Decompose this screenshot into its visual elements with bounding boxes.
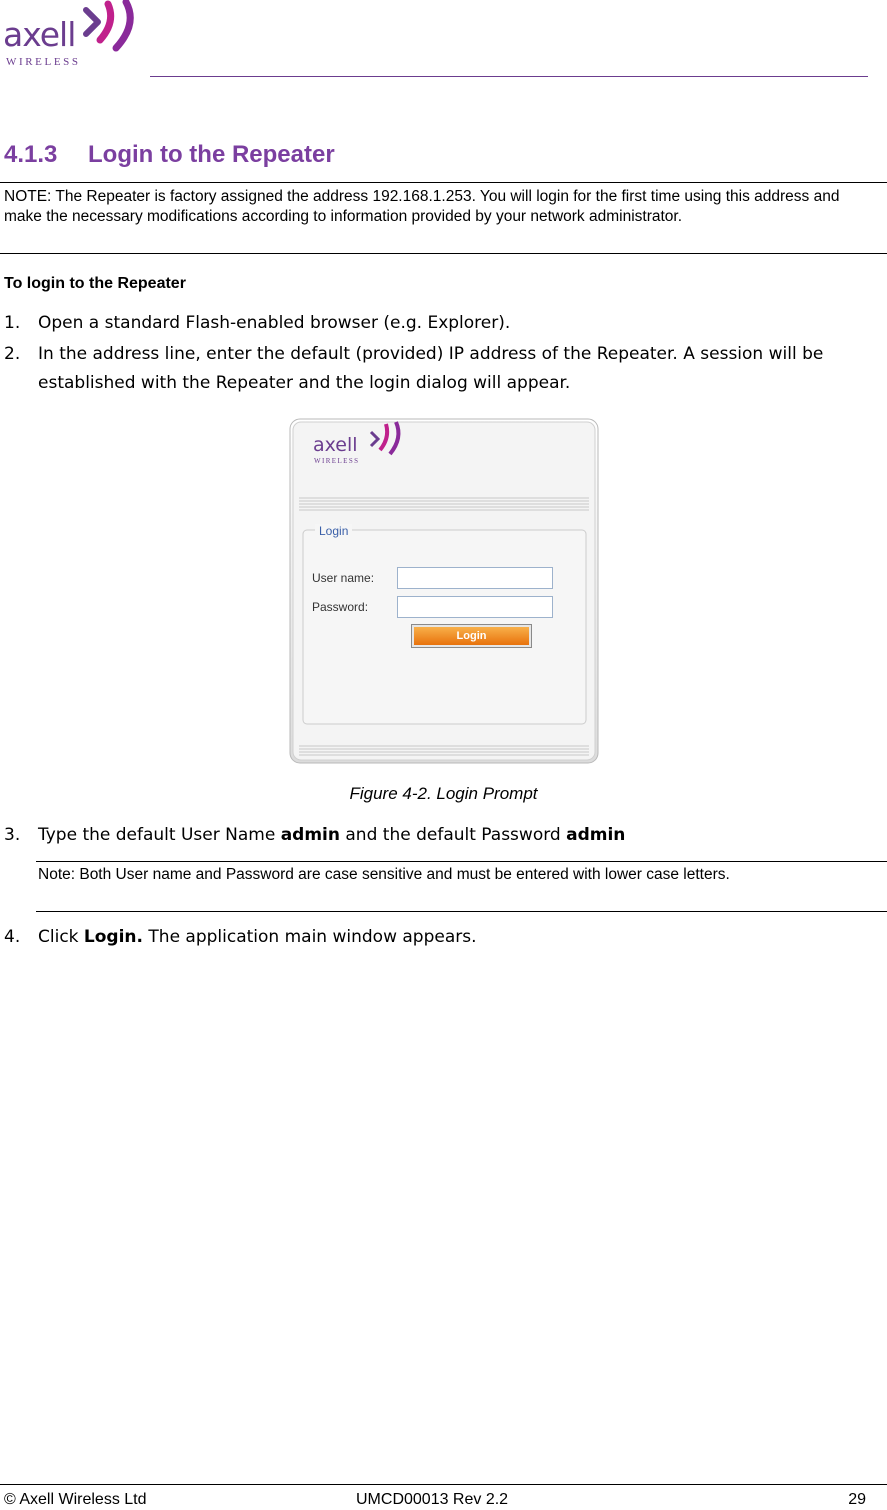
step-number: 4. bbox=[4, 927, 21, 947]
section-heading bbox=[4, 140, 335, 170]
step-text bbox=[38, 821, 858, 850]
step-text bbox=[38, 923, 858, 952]
password-input[interactable] bbox=[397, 596, 553, 618]
login-dialog-figure bbox=[289, 418, 599, 764]
default-username: admin bbox=[280, 825, 340, 845]
header-divider bbox=[150, 76, 868, 77]
login-dialog-frame bbox=[289, 418, 599, 764]
step-text: In the address line, enter the default (provided) IP address of the Repeater. A session will be established with the Repeater and the login dialog will appear. bbox=[38, 344, 824, 393]
username-label: User name: bbox=[312, 571, 375, 585]
step-text-part: Type the default User Name bbox=[38, 825, 281, 845]
step-text-part: Click bbox=[38, 927, 84, 947]
footer-doc-id: UMCD00013 Rev 2.2 bbox=[356, 1491, 509, 1508]
footer-page-number: 29 bbox=[848, 1491, 866, 1508]
section-number: 4.1.3 bbox=[4, 141, 58, 168]
step-3 bbox=[0, 821, 887, 851]
step-number: 1. bbox=[4, 313, 21, 333]
figure-caption: Figure 4-2. Login Prompt bbox=[349, 784, 538, 803]
login-button-label: Login bbox=[414, 627, 529, 645]
step-number: 3. bbox=[4, 825, 21, 845]
password-label: Password: bbox=[312, 600, 369, 614]
username-input[interactable] bbox=[397, 567, 553, 589]
header-logo-text: axell bbox=[3, 15, 76, 54]
header-logo-subtext: WIRELESS bbox=[6, 56, 81, 68]
figure-logo-subtext: WIRELESS bbox=[314, 457, 360, 465]
figure-logo-text: axell bbox=[313, 434, 358, 456]
note-text-2: Note: Both User name and Password are case sensitive and must be entered with lower case letters. bbox=[38, 866, 730, 883]
step-4 bbox=[0, 923, 887, 953]
step-1 bbox=[0, 309, 887, 339]
step-number: 2. bbox=[4, 344, 21, 364]
step-text-part: The application main window appears. bbox=[143, 927, 477, 947]
step-text: Open a standard Flash-enabled browser (e.g. Explorer). bbox=[38, 313, 511, 333]
login-button[interactable] bbox=[411, 624, 532, 648]
step-text-part: and the default Password bbox=[339, 825, 567, 845]
login-keyword: Login. bbox=[83, 927, 143, 947]
procedure-title: To login to the Repeater bbox=[4, 275, 186, 292]
note-text: NOTE: The Repeater is factory assigned the address 192.168.1.253. You will login for the first time using this address and make the necessary modifications according to information provided by your network administrator. bbox=[4, 188, 840, 225]
step-2 bbox=[0, 340, 887, 400]
login-group-label: Login bbox=[315, 524, 352, 538]
section-title: Login to the Repeater bbox=[88, 141, 335, 168]
footer-divider bbox=[0, 1484, 887, 1485]
footer-copyright: © Axell Wireless Ltd bbox=[4, 1491, 147, 1508]
default-password: admin bbox=[566, 825, 626, 845]
axell-logo-mark-icon bbox=[80, 0, 136, 56]
